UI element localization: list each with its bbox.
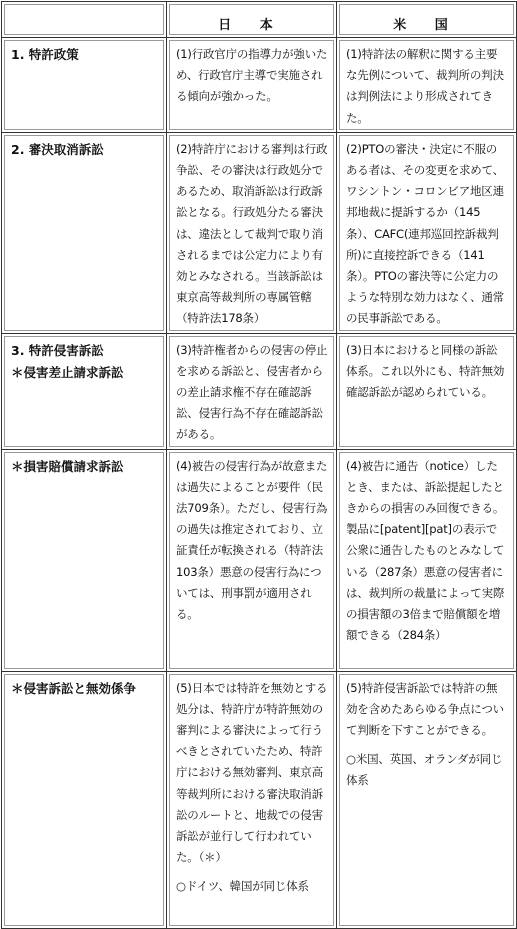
japan-us-patent-comparison-table bbox=[1, 1, 517, 929]
us-cell bbox=[337, 449, 517, 671]
us-text: (2)PTOの審決・決定に不服のある者は、その変更を求めて、ワシントン・コロンビア地区連邦地裁に提訴するか（145条）、CAFC(連邦巡回控訴裁判所)に直接控訴できる（141条）。PTOの審決等に公定力のような特別な効力はなく、通常の民事訴訟である。 bbox=[346, 141, 504, 326]
header-cell-us bbox=[337, 2, 517, 38]
table-row bbox=[2, 449, 517, 671]
topic-label: 3. 特許侵害訴訟 bbox=[11, 342, 104, 358]
topic-cell bbox=[2, 449, 167, 671]
us-text: (4)被告に通告（notice）したとき、または、訴訟提起したときからの損害のみ回復できる。製品に[patent][pat]の表示で公衆に通告したものとみなしている（287条）悪意の侵害者には、裁判所の裁量によって実際の損害額の3倍まで賠償額を増額できる（284条） bbox=[346, 458, 505, 643]
japan-text: (2)特許庁における審判は行政争訟、その審決は行政処分であるため、取消訴訟は行政訴訟となる。行政処分たる審決は、違法として裁判で取り消されるまでは公定力により有効とみなされる。当該訴訟は東京高等裁判所の専属管轄（特許法178条） bbox=[176, 141, 328, 326]
japan-cell bbox=[167, 38, 337, 133]
topic-sublabel: ＊侵害差止請求訴訟 bbox=[11, 364, 124, 380]
table-row bbox=[2, 132, 517, 333]
japan-text: (4)被告の侵害行為が故意または過失によることが要件（民法709条）。ただし、侵害行為の過失は推定されており、立証責任が転換される（特許法103条）悪意の侵害行為については、刑事罰が適用される。 bbox=[176, 458, 328, 622]
us-text: (5)特許侵害訴訟では特許の無効を含めたあらゆる争点について判断を下すことができる。 bbox=[346, 680, 504, 738]
header-japan-label: 日 本 bbox=[218, 18, 285, 33]
us-cell bbox=[337, 38, 517, 133]
us-text: (1)特許法の解釈に関する主要な先例について、裁判所の判決は判例法により形成されてきた。 bbox=[346, 47, 504, 125]
japan-cell bbox=[167, 132, 337, 333]
us-cell bbox=[337, 333, 517, 449]
japan-cell bbox=[167, 449, 337, 671]
topic-label: ＊侵害訴訟と無効係争 bbox=[11, 680, 137, 696]
comparison-table-wrapper bbox=[1, 1, 516, 916]
table-row bbox=[2, 671, 517, 928]
japan-cell bbox=[167, 671, 337, 928]
topic-label: ＊損害賠償請求訴訟 bbox=[11, 458, 124, 474]
header-cell-japan bbox=[167, 2, 337, 38]
header-row bbox=[2, 2, 517, 38]
us-note: ○米国、英国、オランダが同じ体系 bbox=[346, 752, 503, 788]
topic-cell bbox=[2, 132, 167, 333]
topic-cell bbox=[2, 333, 167, 449]
us-cell bbox=[337, 132, 517, 333]
topic-cell bbox=[2, 671, 167, 928]
japan-cell bbox=[167, 333, 337, 449]
japan-text: (5)日本では特許を無効とする処分は、特許庁が特許無効の審判による審決によって行うべきとされていたため、特許庁における無効審判、東京高等裁判所における審決取消訴訟のルートと、地裁での侵害訴訟が並行して行われていた。（＊） bbox=[176, 680, 328, 865]
us-cell bbox=[337, 671, 517, 928]
japan-text: (1)行政官庁の指導力が強いため、行政官庁主導で実施される傾向が強かった。 bbox=[176, 47, 328, 104]
table-row bbox=[2, 38, 517, 133]
header-cell-topic bbox=[2, 2, 167, 38]
japan-note: ○ドイツ、韓国が同じ体系 bbox=[176, 879, 309, 894]
topic-cell bbox=[2, 38, 167, 133]
header-us-label: 米 国 bbox=[393, 18, 460, 33]
table-row bbox=[2, 333, 517, 449]
topic-label: 2. 審決取消訴訟 bbox=[11, 141, 104, 157]
us-text: (3)日本におけると同様の訴訟体系。これ以外にも、特許無効確認訴訟が認められている。 bbox=[346, 342, 505, 400]
japan-text: (3)特許権者からの侵害の停止を求める訴訟と、侵害者からの差止請求権不存在確認訴訟、侵害行為不存在確認訴訟がある。 bbox=[176, 342, 328, 442]
topic-label: 1. 特許政策 bbox=[11, 47, 79, 62]
